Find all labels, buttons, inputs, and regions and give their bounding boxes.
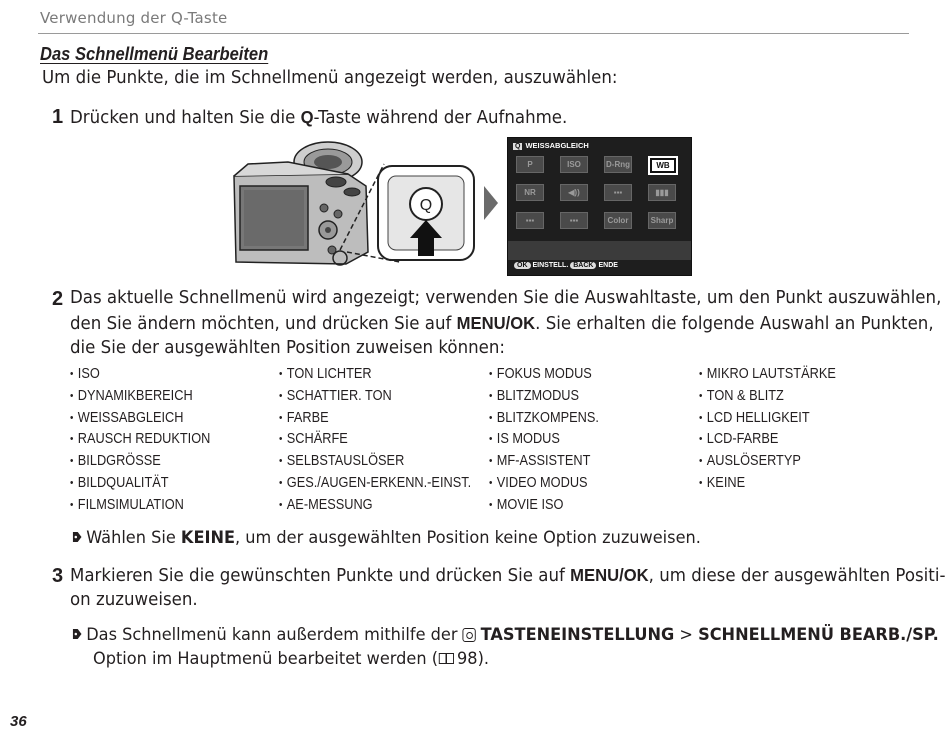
note-2-sep: > [674,625,699,645]
step-1-text-before: Drücken und halten Sie die [70,108,301,128]
book-icon [439,653,454,664]
note-2-line-2-after: ). [477,649,490,669]
note-1-bold: KEINE [180,528,236,548]
back-button-icon: BACK [570,262,596,269]
quick-menu-title-text: WEISSABGLEICH [525,141,589,150]
note-2-bold-2: SCHNELLMENÜ BEARB./SP. [698,625,939,645]
note-2-line-2-before: Option im Hauptmenü bearbeitet werden ( [93,649,439,669]
note-2-before: Das Schnellmenü kann außerdem mithilfe der [86,625,463,645]
list-item: • TON LICHTER [279,364,471,386]
list-item: • KEINE [699,473,836,495]
section-title: Das Schnellmenü Bearbeiten [40,44,269,64]
step-1-text-after: -Taste während der Aufnahme. [313,108,568,128]
note-1-before: Wählen Sie [86,528,181,548]
page-reference: 98 [457,649,478,669]
quick-menu-screen [507,137,692,276]
quick-menu-cell: ISO [560,156,588,173]
step-2-line-3: die Sie der ausgewählten Position zuweisen können: [70,338,506,358]
list-item: • BLITZKOMPENS. [489,408,599,430]
menu-ok-key: MENU/OK [570,565,649,585]
list-item: • DYNAMIKBEREICH [70,386,210,408]
list-item: • SCHATTIER. TON [279,386,471,408]
step-1-text [70,105,567,131]
list-item: • IS MODUS [489,429,599,451]
list-item: • AUSLÖSERTYP [699,451,836,473]
quick-menu-cell: ▮▮▮ [648,184,676,201]
option-list-col-3 [489,364,599,517]
step-2-line-2 [70,311,934,337]
list-item: • BILDQUALITÄT [70,473,210,495]
menu-ok-key: MENU/OK [456,313,536,333]
step-2-line-2-after: . Sie erhalten die folgende Auswahl an Punkten, [535,314,934,334]
option-list-col-4 [699,364,836,495]
step-3-number: 3 [52,565,64,587]
list-item: • SCHÄRFE [279,429,471,451]
quick-menu-cell: ◀)) [560,184,588,201]
section-intro: Um die Punkte, die im Schnellmenü angezeigt werden, auszuwählen: [42,68,618,88]
camera-illustration [228,134,478,276]
list-item: • BLITZMODUS [489,386,599,408]
step-3-line-2: on zuzuweisen. [70,590,198,610]
list-item: • GES./AUGEN-ERKENN.-EINST. [279,473,471,495]
list-item: • FOKUS MODUS [489,364,599,386]
option-list-col-1 [70,364,210,517]
step-2-line-2-before: den Sie ändern möchten, und drücken Sie auf [70,314,457,334]
quick-menu-cell: ▪▪▪ [604,184,632,201]
running-header: Verwendung der Q-Taste [40,9,228,27]
list-item: • MOVIE ISO [489,495,599,517]
list-item: • FARBE [279,408,471,430]
note-2-bold-1: TASTENEINSTELLUNG [480,625,675,645]
list-item: • LCD-FARBE [699,429,836,451]
list-item: • SELBSTAUSLÖSER [279,451,471,473]
note-tag-icon [72,526,86,550]
list-item: • MIKRO LAUTSTÄRKE [699,364,836,386]
quick-menu-cell: P [516,156,544,173]
list-item: • LCD HELLIGKEIT [699,408,836,430]
back-label: ENDE [598,262,618,269]
list-item: • FILMSIMULATION [70,495,210,517]
quick-menu-cell: WB [648,156,678,175]
list-item: • RAUSCH REDUKTION [70,429,210,451]
list-item: • TON & BLITZ [699,386,836,408]
list-item: • ISO [70,364,210,386]
step-3-line-1-after: , um diese der ausgewählten Positi- [648,566,946,586]
q-key-label: Q [300,107,314,127]
step-2-number: 2 [52,288,64,310]
quick-menu-cell: Sharp [648,212,676,229]
note-tag-icon [72,623,86,647]
step-2-line-1: Das aktuelle Schnellmenü wird angezeigt; verwenden Sie die Auswahltaste, um den Punkt auszuwählen, [70,288,942,308]
quick-menu-cell: Color [604,212,632,229]
list-item: • MF-ASSISTENT [489,451,599,473]
quick-menu-bottom-row [508,241,691,260]
note-1-after: , um der ausgewählten Position keine Option zuzuweisen. [235,528,701,548]
q-button-label: Q [419,197,433,214]
header-rule [38,33,909,34]
page-number: 36 [10,713,27,730]
quick-menu-cell: ▪▪▪ [516,212,544,229]
quick-menu-cell: ▪▪▪ [560,212,588,229]
note-2-line-2 [93,647,489,671]
ok-label: EINSTELL. [532,262,569,269]
list-item: • VIDEO MODUS [489,473,599,495]
quick-menu-title [513,141,589,150]
list-item: • BILDGRÖSSE [70,451,210,473]
list-item: • AE-MESSUNG [279,495,471,517]
step-3-line-1 [70,563,945,589]
note-2-line-1 [72,623,939,647]
list-item: • WEISSABGLEICH [70,408,210,430]
quick-menu-footer [514,262,618,269]
quick-menu-q-icon: Q [515,143,521,150]
option-list-col-2 [279,364,471,517]
step-1-number: 1 [52,106,64,128]
button-settings-icon [463,628,476,642]
quick-menu-cell: D-Rng [604,156,632,173]
step-3-line-1-before: Markieren Sie die gewünschten Punkte und drücken Sie auf [70,566,571,586]
quick-menu-cell: NR [516,184,544,201]
note-1 [72,526,701,550]
transition-arrow-icon [484,186,500,220]
ok-button-icon: OK [514,262,531,269]
